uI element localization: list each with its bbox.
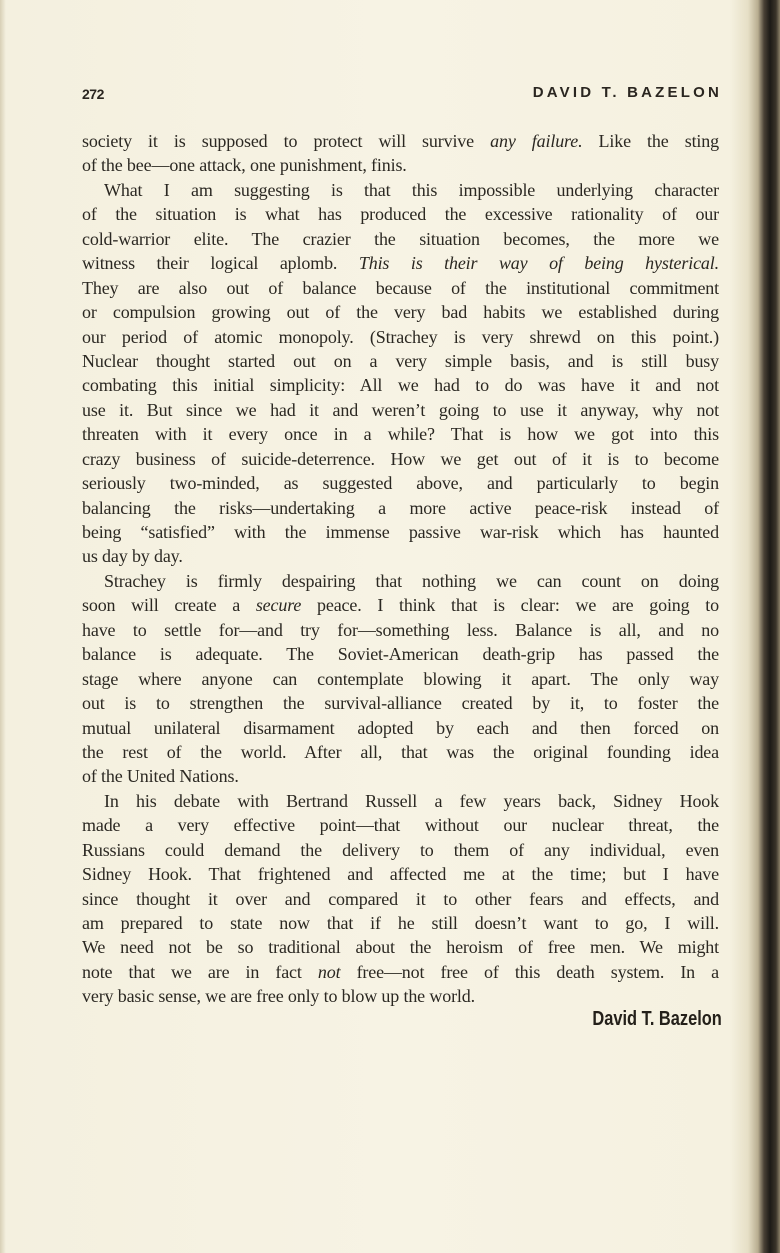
italic-text: not	[317, 961, 341, 982]
text-segment: being “satisfied” with the immense passive war-risk which has haunted	[82, 522, 719, 542]
text-line	[82, 691, 719, 715]
italic-text: any failure.	[490, 131, 583, 151]
author-signature: David T. Bazelon	[592, 1008, 722, 1030]
text-segment: witness their logical aplomb.	[82, 253, 359, 274]
italic-text: This is their way of being hysterical.	[358, 253, 719, 274]
text-line	[82, 178, 719, 202]
text-segment: balancing the risks—undertaking a more active peace-risk instead of	[82, 497, 719, 518]
text-line	[82, 422, 719, 446]
text-segment: soon will create a	[82, 595, 256, 616]
text-line	[82, 667, 719, 691]
text-segment: balance is adequate. The Soviet-American death-grip has passed the	[82, 644, 719, 665]
paragraph	[82, 178, 719, 569]
text-segment: mutual unilateral disarmament adopted by each and then forced on	[82, 717, 719, 738]
text-segment: We need not be so traditional about the heroism of free men. We might	[82, 937, 719, 958]
text-segment: They are also out of balance because of the institutional commitment	[82, 277, 719, 298]
text-segment: society it is supposed to protect will survive	[82, 131, 491, 151]
page-edge-shadow	[0, 0, 6, 1253]
text-segment: since thought it over and compared it to other fears and effects, and	[82, 888, 719, 909]
text-segment: or compulsion growing out of the very bad habits we established during	[82, 302, 719, 323]
text-line	[82, 276, 719, 300]
body-text	[82, 129, 719, 1009]
text-segment: have to settle for—and try for—something less. Balance is all, and no	[82, 619, 719, 640]
text-segment: Nuclear thought started out on a very simple basis, and is still busy	[82, 350, 719, 371]
text-segment: In his debate with Bertrand Russell a few years back, Sidney Hook	[104, 790, 719, 811]
text-line	[82, 618, 719, 642]
text-line	[82, 789, 719, 813]
text-segment: cold-warrior elite. The crazier the situation becomes, the more we	[82, 228, 719, 249]
text-segment: our period of atomic monopoly. (Strachey is very shrewd on this point.)	[82, 326, 719, 347]
text-line	[82, 520, 719, 544]
text-line	[82, 373, 719, 397]
text-line	[82, 544, 719, 568]
text-line	[82, 911, 719, 935]
text-segment: peace. I think that is clear: we are going to	[301, 595, 719, 616]
text-segment: Like the sting	[582, 131, 719, 151]
text-line	[82, 838, 719, 862]
text-segment: What I am suggesting is that this impossible underlying character	[104, 179, 719, 200]
text-line	[82, 227, 719, 251]
text-segment: Sidney Hook. That frightened and affected me at the time; but I have	[82, 864, 719, 885]
text-line	[82, 349, 719, 373]
text-segment: note that we are in fact	[82, 961, 318, 982]
text-line	[82, 984, 719, 1008]
text-segment: am prepared to state now that if he still doesn’t want to go, I will.	[82, 913, 719, 933]
text-segment: Strachey is firmly despairing that nothing we can count on doing	[104, 570, 719, 591]
text-segment: very basic sense, we are free only to blow up the world.	[82, 986, 475, 1007]
text-line	[82, 447, 719, 471]
text-line	[82, 202, 719, 226]
text-line	[82, 764, 719, 788]
text-segment: use it. But since we had it and weren’t going to use it anyway, why not	[82, 399, 719, 420]
italic-text: secure	[255, 595, 302, 616]
text-segment: of the bee—one attack, one punishment, finis.	[82, 155, 407, 176]
text-line	[82, 398, 719, 422]
text-segment: threaten with it every once in a while? That is how we got into this	[82, 424, 719, 445]
text-line	[82, 740, 719, 764]
paragraph	[82, 569, 719, 789]
text-line	[82, 935, 719, 959]
running-head: DAVID T. BAZELON	[532, 84, 722, 101]
text-segment: seriously two-minded, as suggested above, and particularly to begin	[82, 473, 719, 494]
text-segment: Russians could demand the delivery to them of any individual, even	[82, 839, 719, 860]
text-segment: combating this initial simplicity: All we had to do was have it and not	[82, 375, 719, 396]
text-line	[82, 813, 719, 837]
paragraph	[82, 129, 719, 178]
text-line	[82, 496, 719, 520]
text-line	[82, 129, 719, 153]
text-segment: of the situation is what has produced the excessive rationality of our	[82, 204, 719, 225]
text-line	[82, 862, 719, 886]
text-line	[82, 471, 719, 495]
text-line	[82, 642, 719, 666]
text-line	[82, 153, 719, 177]
page-number: 272	[82, 86, 104, 102]
text-segment: out is to strengthen the survival-alliance created by it, to foster the	[82, 693, 719, 714]
text-segment: made a very effective point—that without our nuclear threat, the	[82, 815, 719, 836]
text-line	[82, 960, 719, 984]
text-segment: crazy business of suicide-deterrence. How we get out of it is to become	[82, 448, 719, 469]
text-line	[82, 569, 719, 593]
text-line	[82, 325, 719, 349]
text-line	[82, 716, 719, 740]
text-segment: stage where anyone can contemplate blowing it apart. The only way	[82, 668, 719, 689]
text-segment: free—not free of this death system. In a	[340, 961, 719, 982]
text-segment: of the United Nations.	[82, 766, 239, 787]
text-segment: us day by day.	[82, 546, 183, 567]
text-segment: the rest of the world. After all, that was the original founding idea	[82, 741, 719, 762]
text-line	[82, 251, 719, 275]
text-line	[82, 887, 719, 911]
paragraph	[82, 789, 719, 1009]
text-line	[82, 300, 719, 324]
text-line	[82, 593, 719, 617]
